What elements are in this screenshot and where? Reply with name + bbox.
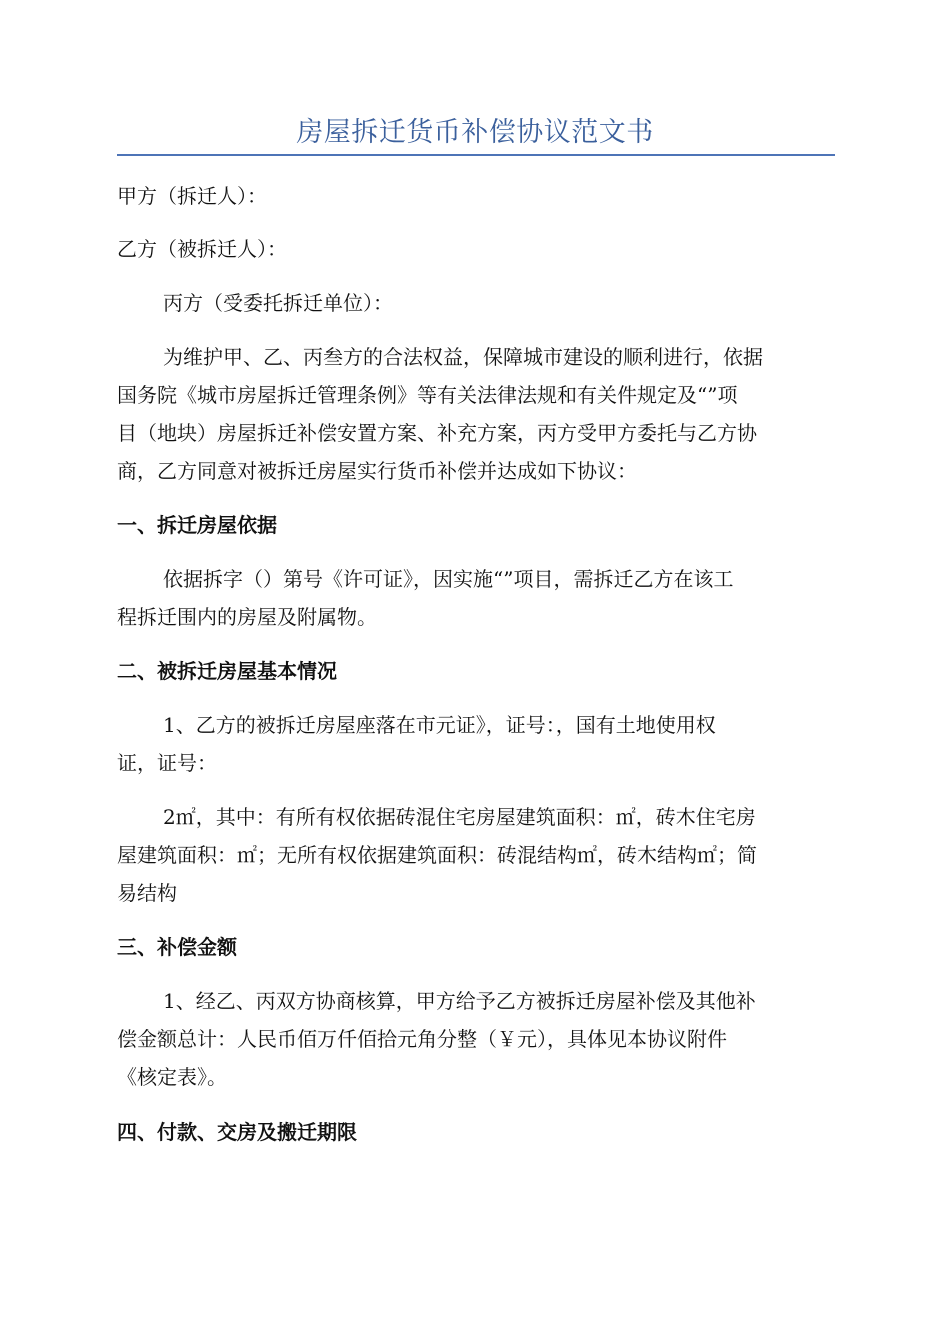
section-heading-3: 三、补偿金额 [117,935,237,959]
section-1-line: 依据拆字（）第号《许可证》，因实施“”项目，需拆迁乙方在该工 [163,567,734,591]
section-heading-1: 一、拆迁房屋依据 [117,513,277,537]
party-a-line: 甲方（拆迁人）： [117,184,267,208]
section-3-line: 偿金额总计：人民币佰万仟佰拾元角分整（￥元），具体见本协议附件 [117,1027,727,1051]
intro-line: 商，乙方同意对被拆迁房屋实行货币补偿并达成如下协议： [117,459,637,483]
section-2-line: 证，证号： [117,751,217,775]
section-heading-4: 四、付款、交房及搬迁期限 [117,1120,357,1144]
title-underline [117,154,835,156]
party-c-line: 丙方（受委托拆迁单位）： [163,291,393,315]
section-3-line: 1、经乙、丙双方协商核算，甲方给予乙方被拆迁房屋补偿及其他补 [163,989,756,1013]
party-b-line: 乙方（被拆迁人）： [117,237,287,261]
section-2-line: 2㎡，其中：有所有权依据砖混住宅房屋建筑面积：㎡，砖木住宅房 [163,805,756,829]
section-2-line: 1、乙方的被拆迁房屋座落在市元证》，证号：，国有土地使用权 [163,713,716,737]
intro-line: 国务院《城市房屋拆迁管理条例》等有关法律法规和有关件规定及“”项 [117,383,738,407]
intro-line: 为维护甲、乙、丙叁方的合法权益，保障城市建设的顺利进行，依据 [163,345,763,369]
section-3-line: 《核定表》。 [117,1065,227,1089]
section-1-line: 程拆迁围内的房屋及附属物。 [117,605,377,629]
section-2-line: 易结构 [117,881,177,905]
section-heading-2: 二、被拆迁房屋基本情况 [117,659,337,683]
document-title: 房屋拆迁货币补偿协议范文书 [296,117,654,148]
intro-line: 目（地块）房屋拆迁补偿安置方案、补充方案，丙方受甲方委托与乙方协 [117,421,757,445]
section-2-line: 屋建筑面积：㎡；无所有权依据建筑面积：砖混结构㎡，砖木结构㎡；简 [117,843,757,867]
